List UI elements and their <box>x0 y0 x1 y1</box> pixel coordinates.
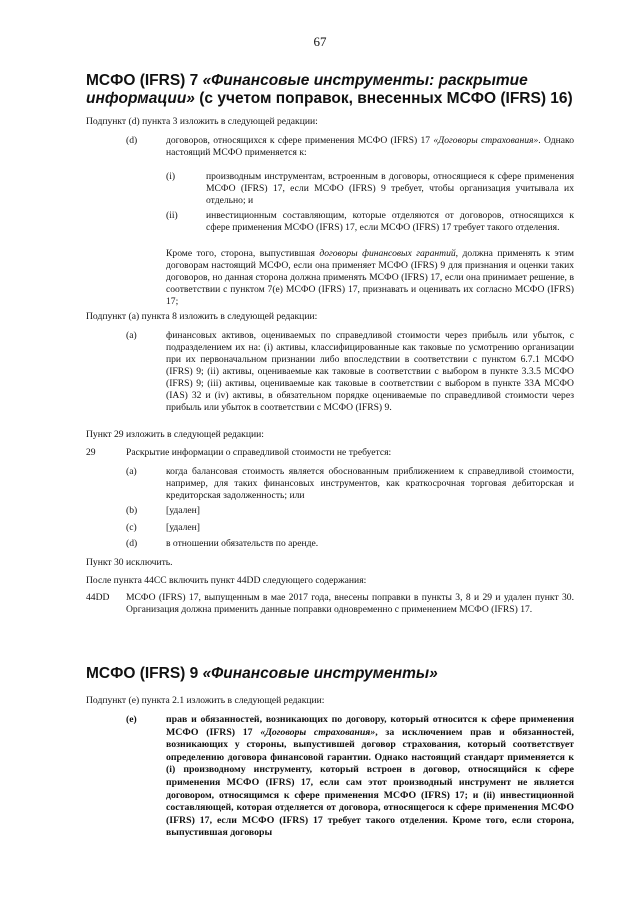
item-d-text-before: договоров, относящихся к сфере применения МСФО (IFRS) 17 <box>166 135 434 146</box>
p29-text-c: [удален] <box>166 522 200 533</box>
p29-label-d: (d) <box>126 538 138 549</box>
p29-text-d: в отношении обязательств по аренде. <box>166 538 319 549</box>
item-d-text-after: . Однако настоящий МСФО применяется к: <box>166 135 574 158</box>
item-d-additional-paragraph <box>166 248 574 308</box>
extra-after: , должна применять к этим договорам настоящий МСФО, если она применяет МСФО (IFRS) 9 для признания и оценки таких договоров, но данная сторона должна применять МСФО (IFRS) 17, если она принимает решение, в соответствии с пунктом 7(e) МСФО (IFRS) 17, признавать и оценивать их согласно МСФО (IFRS) 17; <box>166 248 574 307</box>
section-heading-ifrs9 <box>86 665 576 683</box>
item-label-a: (a) <box>126 330 137 341</box>
amendment-intro-3d: Подпункт (d) пункта 3 изложить в следующей редакции: <box>86 116 318 127</box>
item-e-text-italic: «Договоры страхования» <box>260 726 376 738</box>
p29-label-c: (c) <box>126 522 137 533</box>
subitem-text-i: производным инструментам, встроенным в договоры, относящиеся к сфере применения МСФО (IFRS) 17, если МСФО (IFRS) 9 требует, чтобы организация учитывала их отдельно; и <box>206 171 574 206</box>
p29-text-a: когда балансовая стоимость является обоснованным приближением к справедливой стоимости, например, для таких финансовых инструментов, как краткосрочная торговая дебиторская и кредиторская задолженность; или <box>166 466 574 501</box>
subitem-text-ii: инвестиционным составляющим, которые отделяются от договоров, относящихся к сфере применения МСФО (IFRS) 17, если МСФО (IFRS) 17 требует такого отделения. <box>206 210 574 233</box>
paragraph-label-29: 29 <box>86 447 96 458</box>
p29-text-b: [удален] <box>166 505 200 516</box>
amendment-intro-8a: Подпункт (a) пункта 8 изложить в следующей редакции: <box>86 311 318 322</box>
item-text-e <box>166 714 574 840</box>
heading2-prefix: МСФО (IFRS) 9 <box>86 665 203 682</box>
page-number: 67 <box>313 34 327 49</box>
extra-before: Кроме того, сторона, выпустившая <box>166 248 320 259</box>
subitem-label-ii: (ii) <box>166 210 178 221</box>
heading2-italic: «Финансовые инструменты» <box>202 665 438 682</box>
item-e-text-after: , за исключением прав и обязанностей, возникающих у стороны, выпустившей договор страхования, который соответствует определению договора финансовой гарантии. Однако настоящий стандарт применяется к (i) производному инструменту, который встроен в договор, относящийся к сфере применения МСФО (IFRS) 17, если сам этот производный инструмент не является договором, относящимся к сфере применения МСФО (IFRS) 17; и (ii) инвестиционной составляющей, которая отделяется от договора, относящегося к сфере применения МСФО (IFRS) 17, если МСФО (IFRS) 17 требует такого отделения. Кроме того, если сторона, выпустившая договоры <box>166 726 575 839</box>
item-label-e: (e) <box>126 714 137 725</box>
item-text-a: финансовых активов, оцениваемых по справедливой стоимости через прибыль или убыток, с подразделением их на: (i) активы, классифицированные как таковые по усмотрению организации при их первоначальном признании либо впоследствии в соответствии с пунктом 6.7.1 МСФО (IFRS) 9; (ii) активы, оцениваемые как таковые в соответствии с выбором в пункте 3.3.5 МСФО (IFRS) 9; (iii) активы, оцениваемые как таковые в соответствии с выбором в пункте 33А МСФО (IAS) 32 и (iv) активы, в обязательном порядке оцениваемые по справедливой стоимости через прибыль или убыток в соответствии с МСФО (IFRS) 9. <box>166 330 574 413</box>
item-d-text-italic: «Договоры страхования» <box>433 135 539 146</box>
p29-label-b: (b) <box>126 505 138 516</box>
paragraph-text-44dd: МСФО (IFRS) 17, выпущенным в мае 2017 года, внесены поправки в пункты 3, 8 и 29 и удален пункт 30. Организация должна применить данные поправки одновременно с применением МСФО (IFRS) 17. <box>126 592 574 615</box>
amendment-intro-29: Пункт 29 изложить в следующей редакции: <box>86 429 264 440</box>
p29-label-a: (a) <box>126 466 137 477</box>
item-e-text-before: прав и обязанностей, возникающих по договору, который относится к сфере применения МСФО (IFRS) 17 <box>166 714 574 738</box>
item-label-d: (d) <box>126 135 138 146</box>
amendment-intro-2-1e: Подпункт (e) пункта 2.1 изложить в следующей редакции: <box>86 695 325 706</box>
section-heading-ifrs7 <box>86 72 576 108</box>
heading-prefix: МСФО (IFRS) 7 <box>86 72 203 89</box>
heading-italic: «Финансовые инструменты: раскрытие информации» <box>86 72 528 107</box>
paragraph-text-29: Раскрытие информации о справедливой стоимости не требуется: <box>126 447 392 458</box>
paragraph-30-deleted: Пункт 30 исключить. <box>86 557 173 568</box>
paragraph-label-44dd: 44DD <box>86 592 110 603</box>
subitem-label-i: (i) <box>166 171 176 182</box>
extra-italic: договоры финансовых гарантий <box>319 248 456 259</box>
item-text-d <box>166 135 574 159</box>
amendment-intro-44dd: После пункта 44CC включить пункт 44DD следующего содержания: <box>86 575 367 586</box>
heading-suffix: (с учетом поправок, внесенных МСФО (IFRS) 16) <box>194 90 573 107</box>
